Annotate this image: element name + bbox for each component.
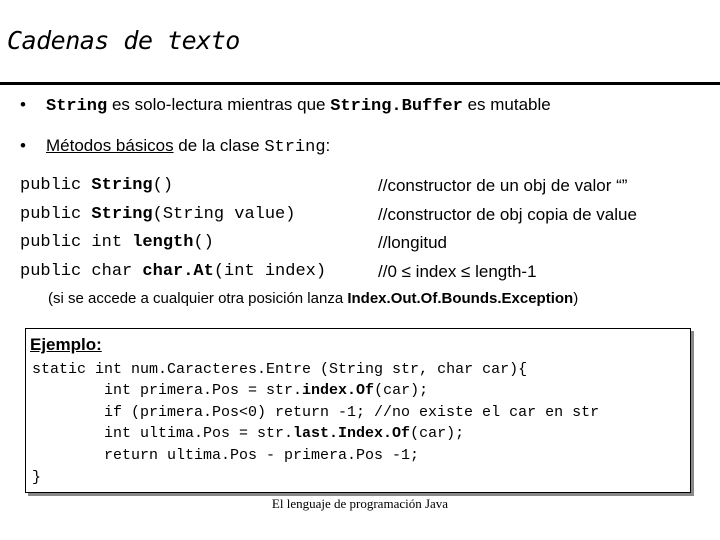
code-text: (car); [374, 382, 429, 399]
method-params: (String value) [152, 205, 296, 224]
method-modifiers: public char [20, 262, 143, 281]
method-params: () [152, 176, 174, 195]
example-code-line: if (primera.Pos<0) return -1; //no existe el car en str [104, 404, 600, 421]
method-params: () [193, 233, 214, 252]
method-comment: //constructor de obj copia de value [378, 205, 637, 224]
method-comment: //longitud [378, 233, 447, 252]
example-code-line [104, 425, 464, 442]
bullet-text: : [325, 136, 331, 155]
note-text: ) [573, 290, 579, 307]
example-code-line: return ultima.Pos - primera.Pos -1; [104, 447, 420, 464]
example-heading: Ejemplo: [30, 335, 102, 354]
bullet-text: es solo-lectura mientras que [107, 95, 331, 114]
method-modifiers: public [20, 176, 92, 195]
method-name: length [132, 233, 194, 252]
basic-methods-link[interactable]: Métodos básicos [46, 136, 174, 155]
method-params: (int index) [213, 262, 327, 281]
footer-caption: El lenguaje de programación Java [271, 496, 449, 511]
method-comment: //0 ≤ index ≤ length-1 [378, 262, 537, 281]
example-code-line: } [32, 469, 42, 486]
method-name: String [91, 205, 153, 224]
exception-name: Index.Out.Of.Bounds.Exception [347, 290, 574, 307]
example-code-line [104, 382, 428, 399]
example-code-box [25, 328, 691, 493]
exception-note [48, 290, 578, 307]
bullet-marker: • [20, 95, 26, 114]
code-method: last.Index.Of [293, 425, 411, 442]
code-string: String [264, 138, 326, 157]
code-text: (car); [410, 425, 465, 442]
code-text: int ultima.Pos = str. [104, 425, 294, 442]
code-text: int primera.Pos = str. [104, 382, 303, 399]
method-name: char.At [142, 262, 214, 281]
bullet-text: de la clase [173, 136, 265, 155]
bullet-string-buffer [20, 95, 551, 116]
bullet-marker: • [20, 136, 26, 155]
bullet-text: es mutable [462, 95, 551, 114]
code-string-buffer: String.Buffer [330, 97, 463, 116]
method-line [20, 233, 214, 252]
example-code-line: static int num.Caracteres.Entre (String str, char car){ [32, 361, 528, 378]
method-line [20, 176, 173, 195]
method-name: String [91, 176, 153, 195]
method-line [20, 205, 295, 224]
method-modifiers: public int [20, 233, 133, 252]
bullet-basic-methods [20, 136, 330, 157]
code-string: String [46, 97, 108, 116]
method-modifiers: public [20, 205, 92, 224]
title-divider [0, 82, 720, 85]
code-method: index.Of [302, 382, 375, 399]
method-comment: //constructor de un obj de valor “” [378, 176, 628, 195]
note-text: (si se accede a cualquier otra posición lanza [48, 290, 348, 307]
method-line [20, 262, 326, 281]
slide-title: Cadenas de texto [7, 26, 240, 55]
